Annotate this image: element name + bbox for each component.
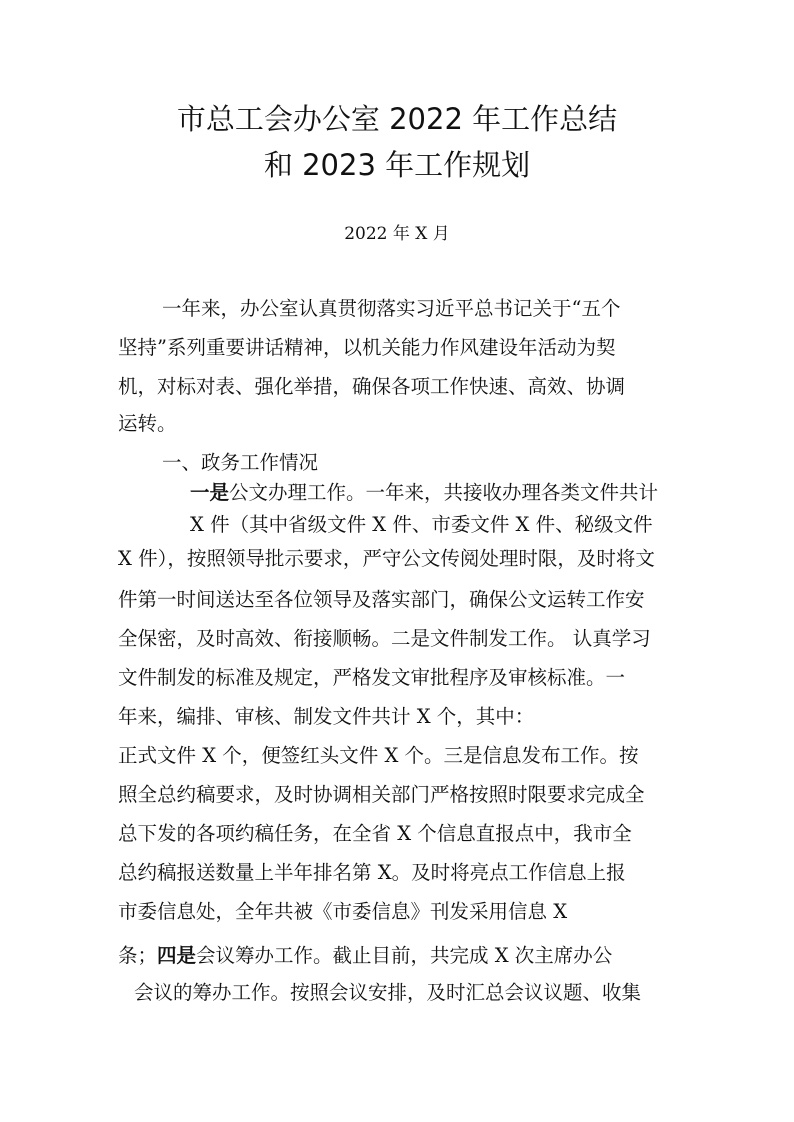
paragraph-line: 坚持”系列重要讲话精神，以机关能力作风建设年活动为契: [118, 336, 616, 359]
body-line: 照全总约稿要求，及时协调相关部门严格按照时限要求完成全: [118, 783, 645, 806]
body-line: [190, 483, 658, 503]
body-line: X 件（其中省级文件 X 件、市委文件 X 件、秘级文件: [190, 513, 653, 536]
body-line: [118, 946, 612, 966]
body-text: 条；: [118, 944, 158, 967]
body-text: 会议筹办工作。截止目前，共完成 X 次主席办公: [196, 944, 613, 967]
paragraph-line: 运转。: [118, 412, 177, 435]
body-text: 公文办理工作。一年来，共接收办理各类文件共计: [229, 481, 659, 504]
body-line: 年来，编排、审核、制发文件共计 X 个，其中：: [118, 705, 535, 728]
document-title-line-1: 市总工会办公室 2022 年工作总结: [176, 102, 618, 136]
body-line: 会议的筹办工作。按照会议安排，及时汇总会议议题、收集: [134, 981, 642, 1004]
bold-lead: 一是: [190, 481, 230, 504]
paragraph-line: 机，对标对表、强化举措，确保各项工作快速、高效、协调: [118, 375, 626, 398]
section-heading: 一、政务工作情况: [162, 451, 319, 474]
body-line: 全保密，及时高效、衔接顺畅。二是文件制发工作。 认真学习: [118, 627, 651, 650]
body-line: 正式文件 X 个，便签红头文件 X 个。三是信息发布工作。按: [118, 744, 639, 767]
body-line: 市委信息处，全年共被《市委信息》刊发采用信息 X: [118, 900, 568, 923]
document-date: 2022 年 X 月: [344, 224, 450, 244]
body-line: 文件制发的标准及规定，严格发文审批程序及审核标准。一: [118, 666, 626, 689]
body-line: 件第一时间送达至各位领导及落实部门，确保公文运转工作安: [118, 588, 645, 611]
body-line: X 件），按照领导批示要求，严守公文传阅处理时限，及时将文: [118, 547, 655, 570]
body-line: 总下发的各项约稿任务，在全省 X 个信息直报点中，我市全: [118, 822, 632, 845]
bold-lead: 四是: [157, 944, 197, 967]
body-line: 总约稿报送数量上半年排名第 X。及时将亮点工作信息上报: [118, 861, 626, 884]
paragraph-line: 一年来，办公室认真贯彻落实习近平总书记关于“五个: [162, 297, 621, 320]
document-title-line-2: 和 2023 年工作规划: [263, 148, 531, 182]
